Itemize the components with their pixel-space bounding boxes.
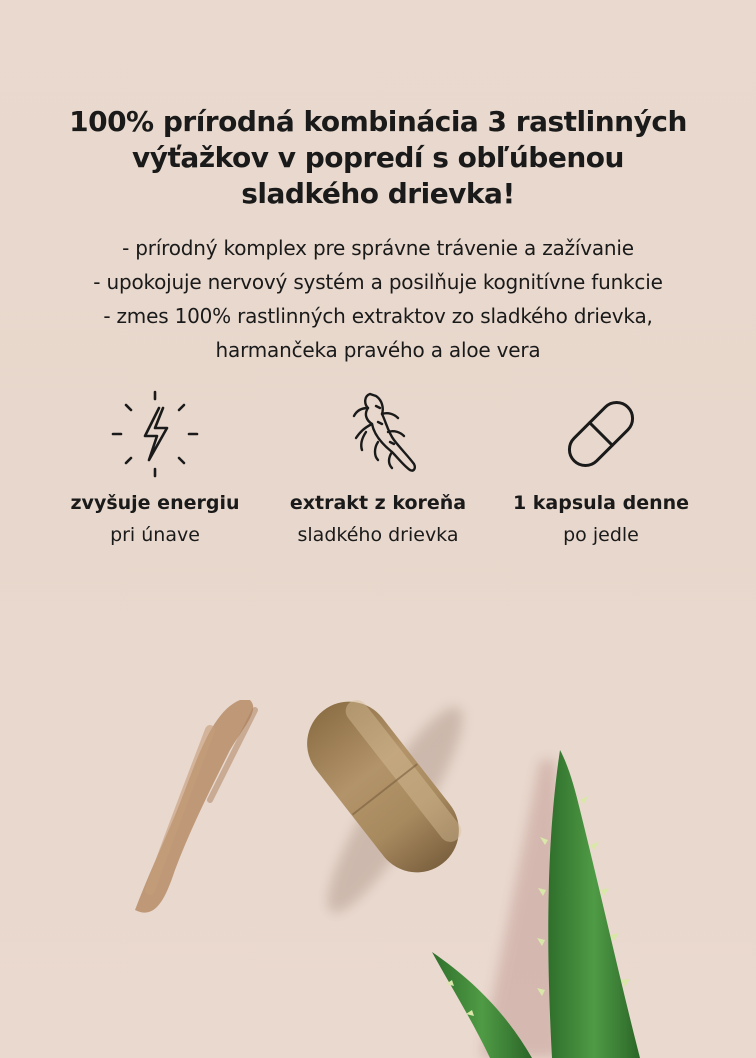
feature-root-extract xyxy=(263,386,493,546)
feature-energy xyxy=(40,386,270,546)
headline-line: 100% prírodná kombinácia 3 rastlinných xyxy=(69,105,687,138)
licorice-root-icon xyxy=(330,386,426,482)
feature-subtitle: po jedle xyxy=(563,524,639,546)
benefit-item: - prírodný komplex pre správne trávenie a zažívanie xyxy=(122,236,634,260)
feature-title: 1 kapsula denne xyxy=(512,492,690,514)
benefit-item: - upokojuje nervový systém a posilňuje kognitívne funkcie xyxy=(93,270,663,294)
feature-dosage xyxy=(486,386,716,546)
benefit-list xyxy=(30,231,726,367)
feature-subtitle: sladkého drievka xyxy=(297,524,459,546)
lightning-energy-icon xyxy=(107,386,203,482)
product-photo xyxy=(0,600,756,1058)
feature-title: extrakt z koreňa xyxy=(289,492,467,514)
headline-line: výťažkov v popredí s obľúbenou xyxy=(132,141,624,174)
benefit-item: harmančeka pravého a aloe vera xyxy=(215,338,541,362)
headline xyxy=(40,104,716,212)
benefit-item: - zmes 100% rastlinných extraktov zo sladkého drievka, xyxy=(103,304,653,328)
capsule-icon xyxy=(553,386,649,482)
feature-subtitle: pri únave xyxy=(110,524,200,546)
headline-line: sladkého drievka! xyxy=(241,177,515,210)
feature-title: zvyšuje energiu xyxy=(70,492,240,514)
powder-smear xyxy=(135,700,255,913)
